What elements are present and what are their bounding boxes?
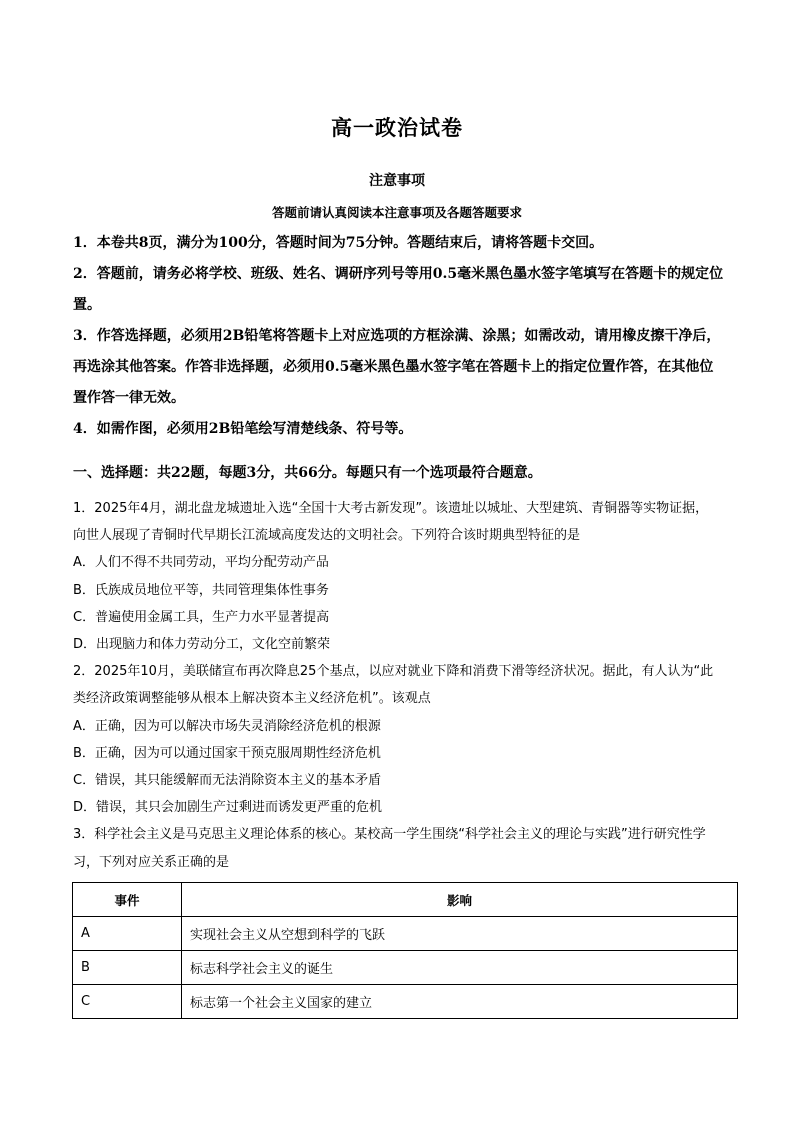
q1-option-b: B．氏族成员地位平等，共同管理集体性事务	[73, 582, 329, 598]
notice-heading: 注意事项	[369, 173, 425, 189]
q1-option-c: C．普遍使用金属工具，生产力水平显著提高	[73, 609, 330, 625]
q3-table	[72, 882, 738, 1019]
q2-option-b: B．正确，因为可以通过国家干预克服周期性经济危机	[73, 745, 381, 761]
notice-item-4: 4．如需作图，必须用2B铅笔绘写清楚线条、符号等。	[73, 421, 413, 437]
q2-option-c: C．错误，其只能缓解而无法消除资本主义的基本矛盾	[73, 773, 382, 789]
table-cell-effect: 实现社会主义从空想到科学的飞跃	[182, 917, 738, 951]
table-header-row	[73, 883, 738, 917]
table-cell-effect: 标志第一个社会主义国家的建立	[182, 985, 738, 1019]
table-cell-event: B	[73, 951, 182, 985]
notice-item-2: 2．答题前，请务必将学校、班级、姓名、调研序列号等用0.5毫米黑色墨水签字笔填写在答题卡的规定位置。	[73, 266, 724, 313]
table-row	[73, 951, 738, 985]
table-cell-event: A	[73, 917, 182, 951]
table-header-effect: 影响	[182, 883, 738, 917]
q3-stem: 3．科学社会主义是马克思主义理论体系的核心。某校高一学生围绕“科学社会主义的理论与实践”进行研究性学习，下列对应关系正确的是	[73, 827, 706, 870]
table-row	[73, 985, 738, 1019]
q2-option-a: A．正确，因为可以解决市场失灵消除经济危机的根源	[73, 718, 381, 734]
notice-item-3: 3．作答选择题，必须用2B铅笔将答题卡上对应选项的方框涂满、涂黑；如需改动，请用橡皮擦干净后，再选涂其他答案。作答非选择题，必须用0.5毫米黑色墨水签字笔在答题卡上的指定位置作答，在其他位置作答一律无效。	[73, 328, 721, 406]
q2-option-d: D．错误，其只会加剧生产过剩进而诱发更严重的危机	[73, 800, 383, 816]
q2-stem: 2．2025年10月，美联储宣布再次降息25个基点，以应对就业下降和消费下滑等经济状况。据此，有人认为“此类经济政策调整能够从根本上解决资本主义经济危机”。该观点	[73, 664, 714, 707]
q1-option-d: D．出现脑力和体力劳动分工，文化空前繁荣	[73, 637, 331, 653]
table-cell-event: C	[73, 985, 182, 1019]
questions	[73, 495, 721, 876]
table-row	[73, 917, 738, 951]
q1-option-a: A．人们不得不共同劳动，平均分配劳动产品	[73, 555, 329, 571]
notice-subheading: 答题前请认真阅读本注意事项及各题答题要求	[271, 205, 522, 220]
q1-stem: 1．2025年4月，湖北盘龙城遗址入选“全国十大考古新发现”。该遗址以城址、大型建筑、青铜器等实物证据，向世人展现了青铜时代早期长江流域高度发达的文明社会。下列符合该时期典型特征的是	[73, 501, 709, 544]
notice-item-1: 1．本卷共8页，满分为100分，答题时间为75分钟。答题结束后，请将答题卡交回。	[73, 235, 604, 251]
table-header-event: 事件	[73, 883, 182, 917]
table-cell-effect: 标志科学社会主义的诞生	[182, 951, 738, 985]
exam-title: 高一政治试卷	[331, 115, 463, 140]
section-title: 一、选择题：共22题，每题3分，共66分。每题只有一个选项最符合题意。	[73, 465, 542, 481]
notice-list	[73, 228, 725, 445]
